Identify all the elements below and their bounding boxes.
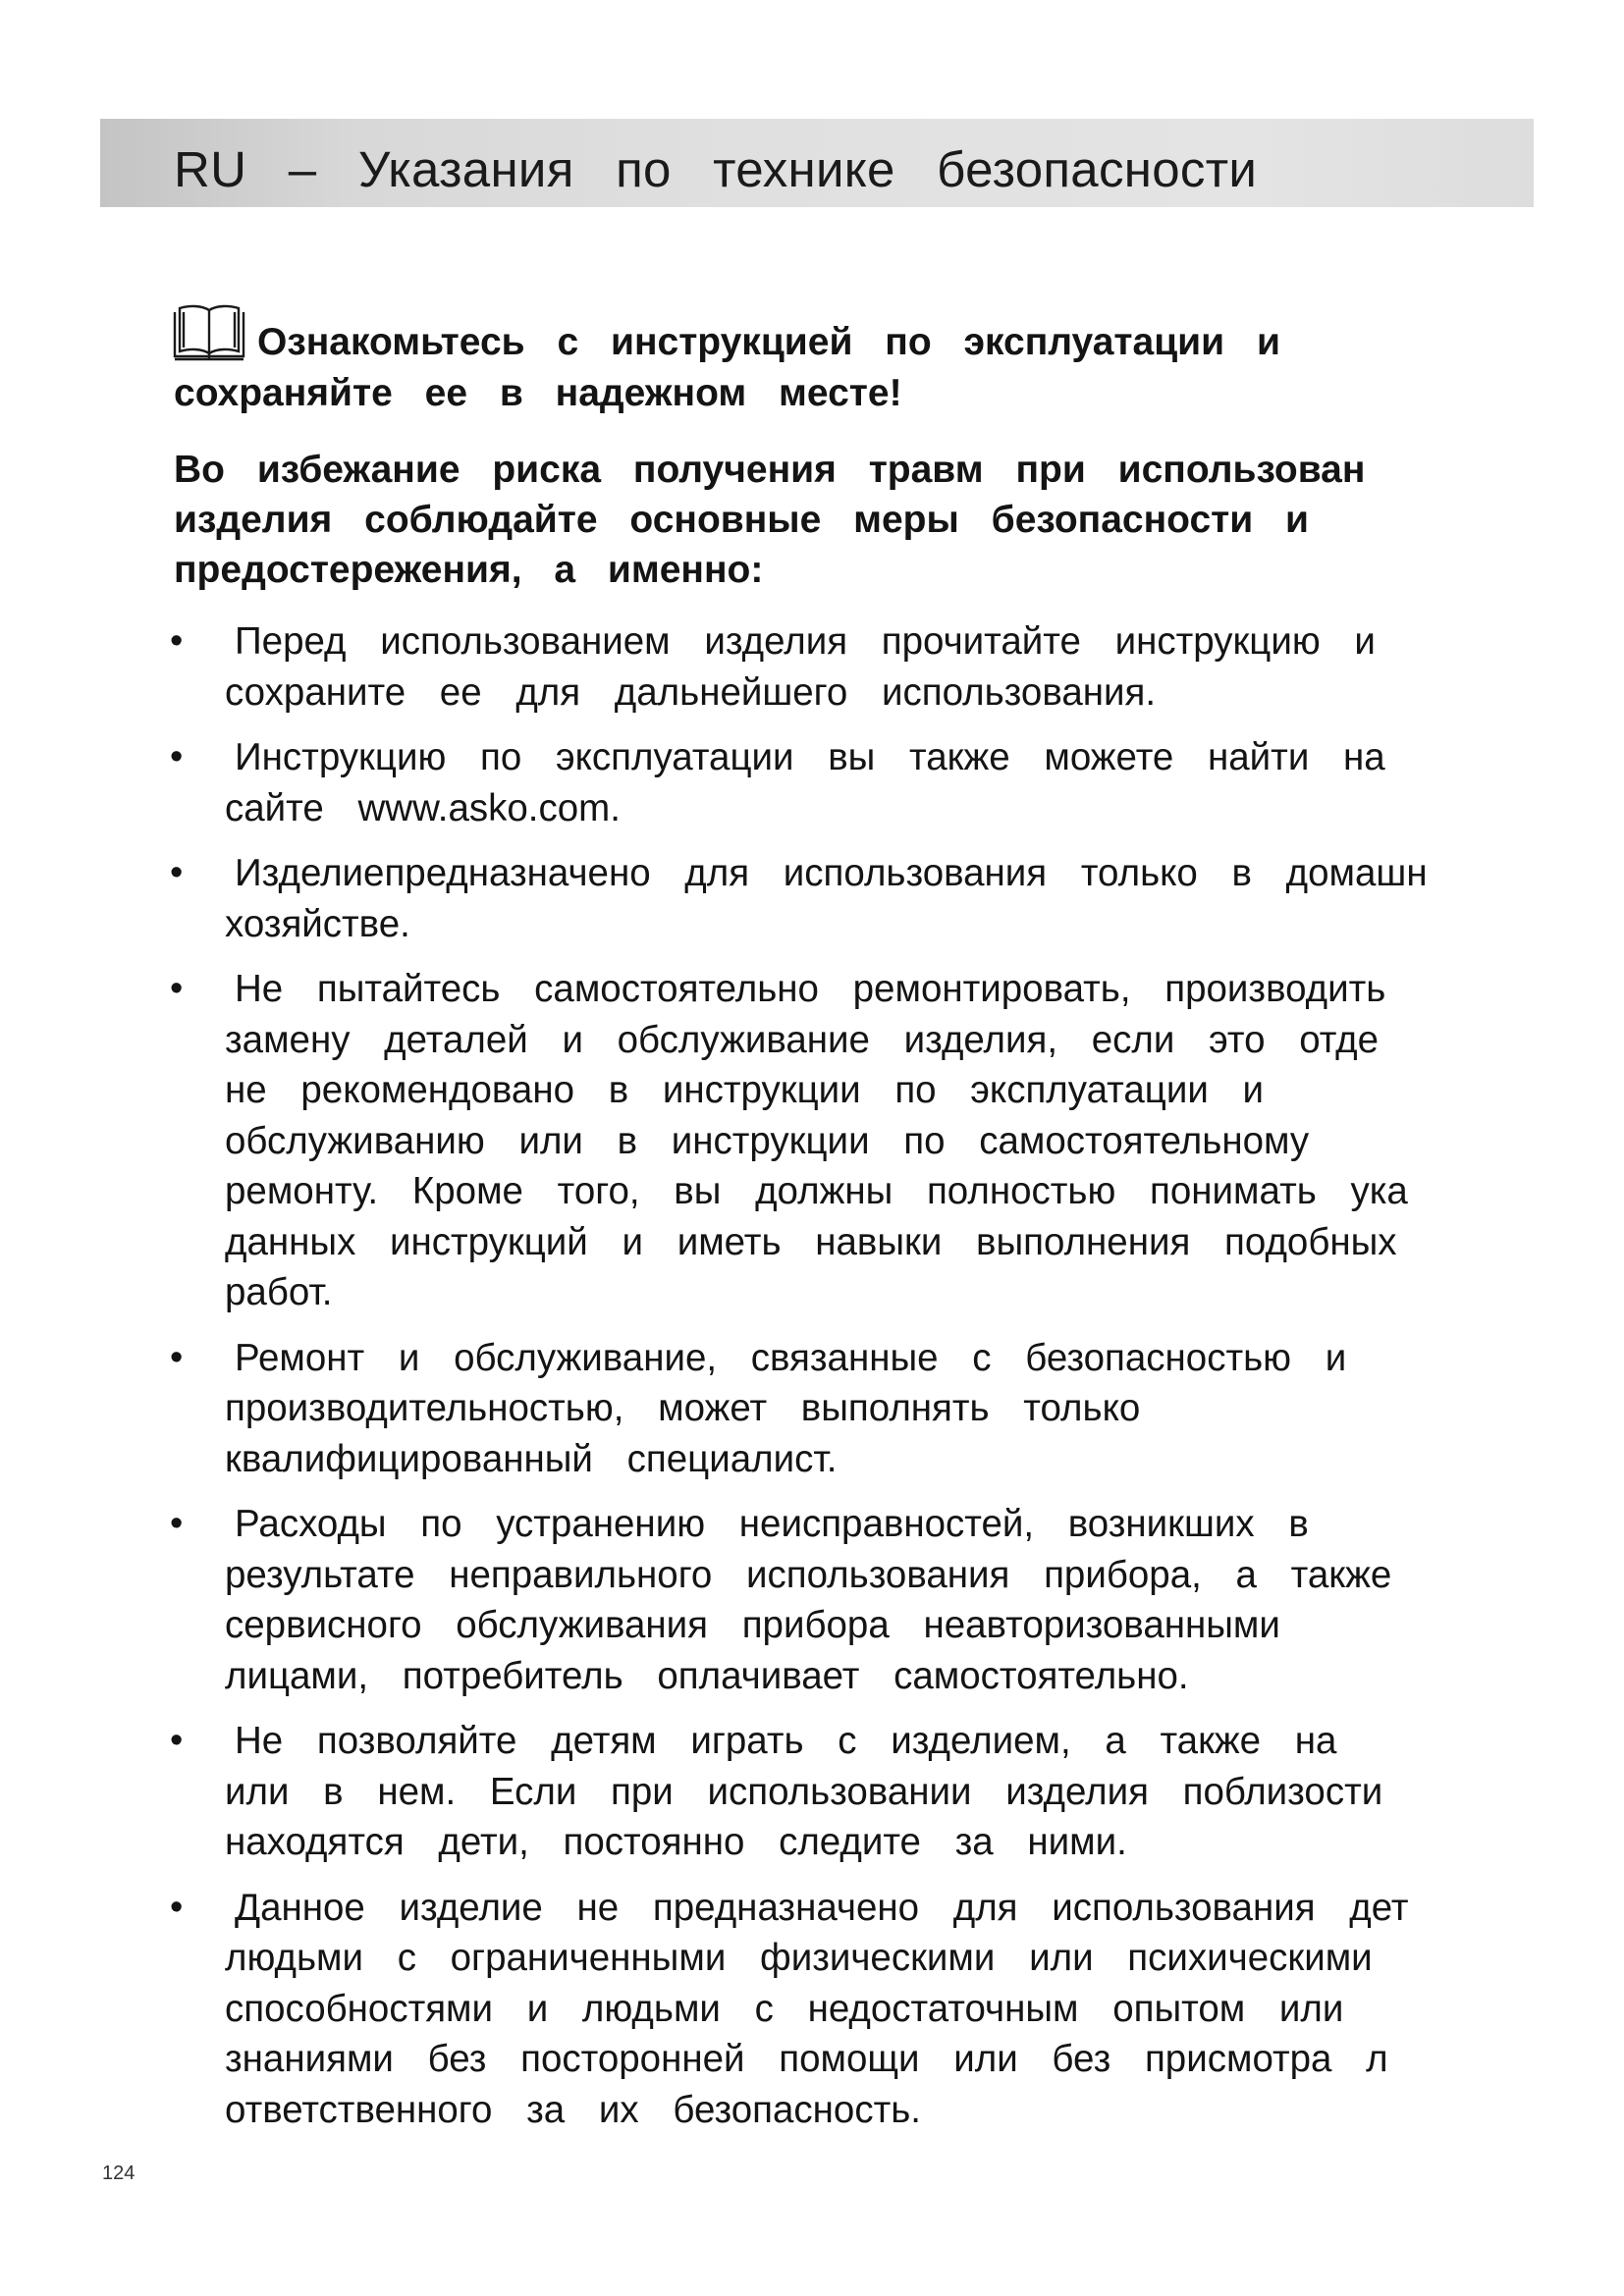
bullet-icon: • [170, 1336, 184, 1378]
safety-bullet-list [170, 616, 1624, 2150]
bullet-text-line: способностями и людьми с недостаточным опытом или [225, 1987, 1344, 2030]
bullet-text-line: ремонту. Кроме того, вы должны полностью понимать ука [225, 1170, 1408, 1212]
read-instructions-line-1: Ознакомьтесь с инструкцией по эксплуатации и [257, 321, 1280, 363]
bullet-text-line: обслуживанию или в инструкции по самостоятельному [225, 1119, 1310, 1162]
bullet-text-line: работ. [225, 1271, 333, 1313]
precautions-note [174, 445, 1588, 595]
list-item [170, 848, 1624, 949]
bullet-icon: • [170, 1720, 184, 1761]
list-item [170, 1333, 1624, 1485]
list-item [170, 1883, 1624, 2136]
bullet-text-line: Не пытайтесь самостоятельно ремонтировать, производить [235, 968, 1386, 1010]
bullet-text-line: находятся дети, постоянно следите за ними. [225, 1821, 1127, 1863]
list-item [170, 616, 1624, 718]
bullet-text-line: сервисного обслуживания прибора неавторизованными [225, 1604, 1280, 1646]
bullet-text-line: хозяйстве. [225, 902, 410, 945]
bullet-text-line: ответственного за их безопасность. [225, 2088, 921, 2131]
bullet-text-line: Расходы по устранению неисправностей, возникших в [235, 1503, 1309, 1545]
bullet-text-line: производительностью, может выполнять только [225, 1387, 1141, 1429]
bullet-text-line: сохраните ее для дальнейшего использования. [225, 670, 1157, 714]
list-item [170, 964, 1624, 1318]
bullet-text-line: лицами, потребитель оплачивает самостоятельно. [225, 1654, 1189, 1697]
bullet-icon: • [170, 1503, 184, 1544]
list-item [170, 1716, 1624, 1868]
bullet-text-line: Изделиепредназначено для использования только в домашн [235, 852, 1428, 894]
bullet-text-line: Инструкцию по эксплуатации вы также можете найти на [235, 736, 1385, 778]
bullet-text-line: или в нем. Если при использовании изделия поблизости [225, 1770, 1383, 1813]
page-number: 124 [102, 2163, 135, 2184]
bullet-text-line: сайте www.asko.com. [225, 786, 621, 829]
bullet-text-line: знаниями без посторонней помощи или без присмотра л [225, 2038, 1388, 2080]
bullet-icon: • [170, 1886, 184, 1928]
bullet-icon: • [170, 620, 184, 662]
bullet-text-line: квалифицированный специалист. [225, 1437, 838, 1480]
precautions-line-3: предостережения, а именно: [174, 549, 764, 591]
bullet-icon: • [170, 852, 184, 893]
bullet-text-line: Перед использованием изделия прочитайте инструкцию и [235, 620, 1376, 663]
read-instructions-line-2: сохраняйте ее в надежном месте! [174, 372, 902, 414]
bullet-text-line: Данное изделие не предназначено для использования дет [235, 1886, 1409, 1929]
bullet-text-line: замену деталей и обслуживание изделия, если это отде [225, 1018, 1379, 1061]
precautions-line-2: изделия соблюдайте основные меры безопасности и [174, 499, 1310, 541]
precautions-line-1: Во избежание риска получения травм при использован [174, 449, 1366, 491]
bullet-text-line: людьми с ограниченными физическими или психическими [225, 1937, 1373, 1979]
bullet-text-line: данных инструкций и иметь навыки выполнения подобных [225, 1220, 1397, 1263]
bullet-icon: • [170, 736, 184, 777]
bullet-icon: • [170, 968, 184, 1009]
page-title: RU – Указания по технике безопасности [174, 141, 1258, 197]
list-item [170, 732, 1624, 833]
bullet-text-line: результате неправильного использования прибора, а также [225, 1553, 1392, 1596]
bullet-text-line: не рекомендовано в инструкции по эксплуатации и [225, 1069, 1265, 1111]
list-item [170, 1499, 1624, 1701]
bullet-text-line: Ремонт и обслуживание, связанные с безопасностью и [235, 1336, 1347, 1379]
bullet-text-line: Не позволяйте детям играть с изделием, а также на [235, 1720, 1337, 1762]
read-instructions-note [174, 317, 1489, 419]
